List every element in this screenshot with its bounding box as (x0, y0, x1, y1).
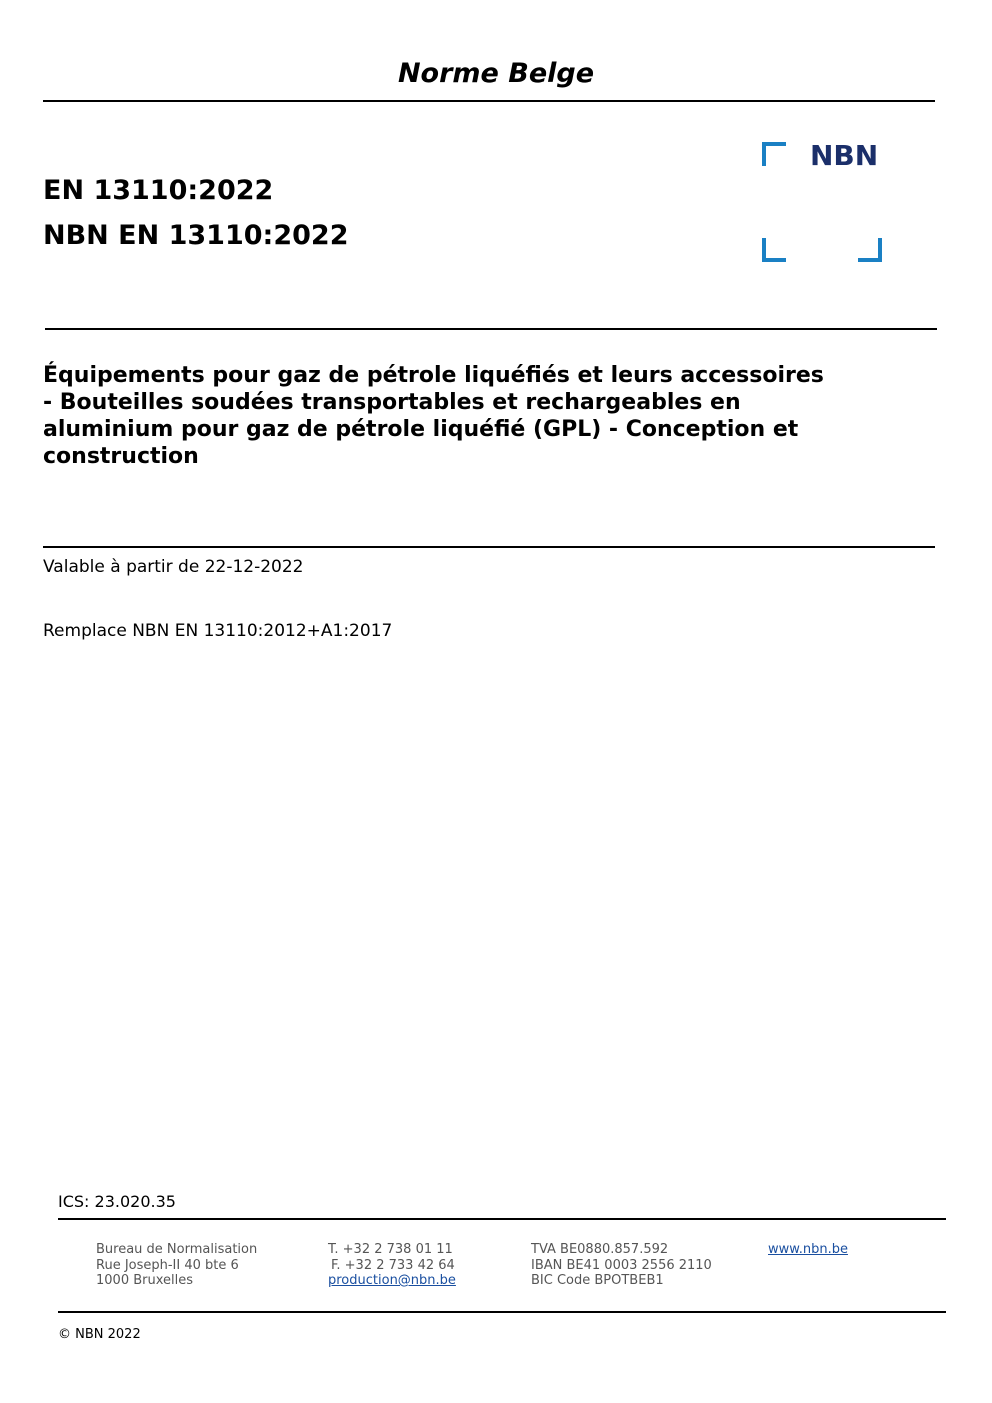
logo-corner-bottom-left (762, 238, 786, 262)
footer-address (96, 1242, 257, 1289)
nbn-logo (762, 139, 886, 264)
header-divider (43, 100, 935, 102)
document-title (43, 362, 923, 470)
footer-top-divider (58, 1218, 946, 1220)
footer-contact (328, 1242, 456, 1289)
address-line: Rue Joseph-II 40 bte 6 (96, 1257, 239, 1273)
phone-number: T. +32 2 738 01 11 (328, 1242, 453, 1257)
valid-from-date: Valable à partir de 22-12-2022 (43, 557, 304, 577)
footer-website (768, 1242, 848, 1258)
title-line: Équipements pour gaz de pétrole liquéfiés et leurs accessoires (43, 363, 824, 388)
fax-number: F. +32 2 733 42 64 (331, 1257, 455, 1273)
codes-divider (45, 328, 937, 330)
logo-corner-bottom-right (858, 238, 882, 262)
page-header-title: Norme Belge (397, 58, 595, 89)
footer-bank-info (531, 1242, 712, 1289)
logo-corner-top-left (762, 142, 786, 166)
bic-code: BIC Code BPOTBEB1 (531, 1273, 664, 1288)
logo-text: NBN (810, 139, 879, 172)
title-line: - Bouteilles soudées transportables et rechargeables en (43, 390, 741, 415)
title-line: construction (43, 444, 199, 469)
title-divider (43, 546, 935, 548)
title-line: aluminium pour gaz de pétrole liquéfié (GPL) - Conception et (43, 417, 799, 442)
ics-code: ICS: 23.020.35 (58, 1192, 176, 1211)
standard-code-nbn: NBN EN 13110:2022 (43, 220, 349, 251)
standard-code-en: EN 13110:2022 (43, 175, 274, 206)
email-link[interactable]: production@nbn.be (328, 1273, 456, 1288)
tva-number: TVA BE0880.857.592 (531, 1242, 669, 1257)
footer-bottom-divider (58, 1311, 946, 1313)
website-link[interactable]: www.nbn.be (768, 1242, 848, 1257)
iban-number: IBAN BE41 0003 2556 2110 (531, 1257, 712, 1273)
copyright-notice: © NBN 2022 (58, 1327, 141, 1342)
replaces-standard: Remplace NBN EN 13110:2012+A1:2017 (43, 621, 393, 641)
address-line: 1000 Bruxelles (96, 1273, 194, 1288)
address-line: Bureau de Normalisation (96, 1242, 258, 1257)
